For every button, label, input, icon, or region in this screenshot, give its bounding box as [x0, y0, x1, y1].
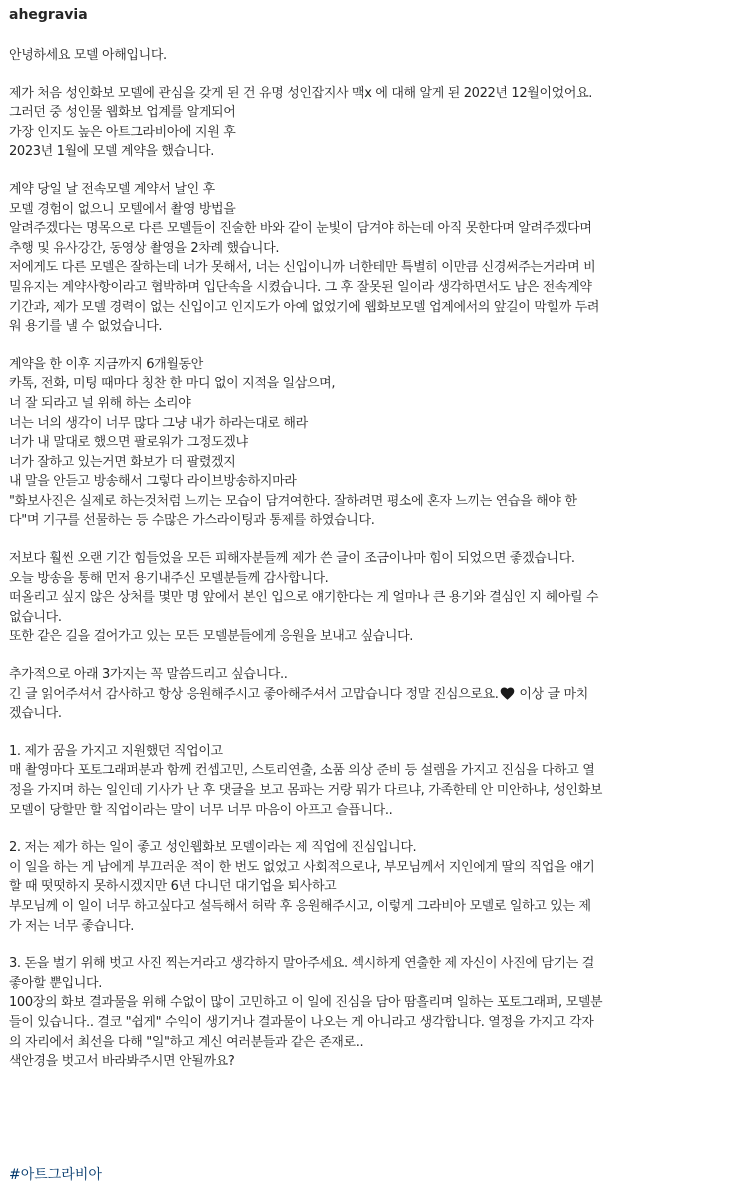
text-line: 겠습니다. [9, 706, 62, 722]
text-line: 추행 및 유사강간, 동영상 촬영을 2차례 했습니다. [9, 240, 280, 256]
text-line: 너가 잘하고 있는거면 화보가 더 팔렸겠지 [9, 454, 236, 470]
text-line: 부모님께 이 일이 너무 하고싶다고 설득해서 허락 후 응원해주시고, 이렇게 그라비아 모델로 일하고 있는 제 [9, 898, 591, 914]
text-line: 너가 내 말대로 했으면 팔로워가 그정도겠냐 [9, 435, 248, 451]
text-line: 밀유지는 계약사항이라고 협박하며 입단속을 시켰습니다. 그 후 잘못된 일이라 생각하면서도 남은 전속계약 [9, 279, 592, 295]
text-line: 또한 같은 길을 걸어가고 있는 모든 모델분들에게 응원을 보내고 싶습니다. [9, 629, 414, 645]
text-line: 모델 경험이 없으니 모텔에서 촬영 방법을 [9, 201, 236, 217]
text-line: 색안경을 벗고서 바라봐주시면 안될까요? [9, 1054, 235, 1070]
text-line: 가 저는 너무 좋습니다. [9, 918, 135, 934]
text-line: 2023년 1월에 모델 계약을 했습니다. [9, 144, 215, 160]
text-line: "화보사진은 실제로 하는것처럼 느끼는 모습이 담겨여한다. 잘하려면 평소에 혼자 느끼는 연습을 해야 한 [9, 493, 577, 509]
paragraph-point-2 [9, 838, 739, 936]
text-line: 1. 제가 꿈을 가지고 지원했던 직업이고 [9, 743, 223, 759]
paragraph-support [9, 549, 739, 647]
post-caption [9, 46, 739, 1072]
text-line: 매 촬영마다 포토그래퍼분과 함께 컨셉고민, 스토리연출, 소품 의상 준비 등 설렘을 가지고 진심을 다하고 열 [9, 763, 595, 779]
text-line: 계약을 한 이후 지금까지 6개월동안 [9, 356, 203, 372]
text-line: 할 때 떳떳하지 못하시겠지만 6년 다니던 대기업을 퇴사하고 [9, 879, 337, 895]
text-line: 추가적으로 아래 3가지는 꼭 말씀드리고 싶습니다.. [9, 667, 288, 683]
text-line: 기간과, 제가 모델 경력이 없는 신입이고 인지도가 아예 없었기에 웹화보모델 업계에서의 앞길이 막힐까 두려 [9, 299, 600, 315]
text-line: 계약 당일 날 전속모델 계약서 날인 후 [9, 181, 215, 197]
text-line: 없습니다. [9, 609, 62, 625]
text-line: 의 자리에서 최선을 다해 "일"하고 계신 여러분들과 같은 존재로.. [9, 1034, 364, 1050]
text-segment: 이상 글 마치 [515, 686, 588, 702]
paragraph-background [9, 84, 739, 162]
hashtag-link[interactable]: #아트그라비아 [9, 1167, 102, 1183]
text-line: 제가 처음 성인화보 모델에 관심을 갖게 된 건 유명 성인잡지사 맥x 에 대해 알게 된 2022년 12월이었어요. [9, 85, 593, 101]
text-line: 100장의 화보 결과물을 위해 수없이 많이 고민하고 이 일에 진심을 담아 땀흘리며 일하는 포토그래퍼, 모델분 [9, 995, 603, 1011]
text-segment: 긴 글 읽어주셔서 감사하고 항상 응원해주시고 좋아해주셔서 고맙습니다 정말 진심으로요. [9, 686, 499, 702]
username[interactable]: ahegravia [9, 7, 88, 23]
text-line: 오늘 방송을 통해 먼저 용기내주신 모델분들께 감사합니다. [9, 570, 329, 586]
text-line: 안녕하세요 모델 아해입니다. [9, 48, 167, 63]
text-line: 너는 너의 생각이 너무 많다 그냥 내가 하라는대로 해라 [9, 415, 308, 431]
text-line: 정을 가지며 하는 일인데 기사가 난 후 댓글을 보고 몸파는 거랑 뭐가 다르냐, 가족한테 안 미안하냐, 성인화보 [9, 783, 603, 798]
text-line: 가장 인지도 높은 아트그라비아에 지원 후 [9, 124, 236, 140]
text-line: 2. 저는 제가 하는 일이 좋고 성인웹화보 모델이라는 제 직업에 진심입니다. [9, 840, 417, 856]
text-line: 3. 돈을 벌기 위해 벗고 사진 찍는거라고 생각하지 말아주세요. 섹시하게 연출한 제 자신이 사진에 담기는 걸 [9, 956, 594, 972]
text-line: 떠올리고 싶지 않은 상처를 몇만 명 앞에서 본인 입으로 얘기한다는 게 얼마나 큰 용기와 결심인 지 헤아릴 수 [9, 590, 599, 606]
text-line: 이 일을 하는 게 남에게 부끄러운 적이 한 번도 없었고 사회적으로나, 부모님께서 지인에게 딸의 직업을 얘기 [9, 859, 595, 875]
text-line: 워 용기를 낼 수 없었습니다. [9, 319, 163, 335]
black-heart-icon [500, 687, 515, 700]
text-line: 저보다 훨씬 오랜 기간 힘들었을 모든 피해자분들께 제가 쓴 글이 조금이나마 힘이 되었으면 좋겠습니다. [9, 551, 575, 567]
text-line: 그러던 중 성인물 웹화보 업계를 알게되어 [9, 105, 236, 121]
text-line: 다"며 기구를 선물하는 등 수많은 가스라이팅과 통제를 하였습니다. [9, 513, 375, 529]
paragraph-closing [9, 665, 739, 724]
paragraph-contract [9, 180, 739, 337]
text-line: 너 잘 되라고 널 위해 하는 소리야 [9, 395, 191, 411]
text-line: 모델이 당할만 할 직업이라는 말이 너무 너무 마음이 아프고 슬픕니다.. [9, 802, 393, 818]
paragraph-point-3 [9, 954, 739, 1072]
paragraph-greeting [9, 46, 739, 66]
paragraph-point-1 [9, 742, 739, 820]
text-line: 저에게도 다른 모델은 잘하는데 너가 못해서, 너는 신입이니까 너한테만 특별히 이만큼 신경써주는거라며 비 [9, 260, 596, 276]
paragraph-six-months [9, 355, 739, 531]
text-line: 들이 있습니다.. 결코 "쉽게" 수익이 생기거나 결과물이 나오는 게 아니라고 생각합니다. 열정을 가지고 각자 [9, 1014, 594, 1030]
text-line: 카톡, 전화, 미팅 때마다 칭찬 한 마디 없이 지적을 일삼으며, [9, 376, 336, 392]
text-line: 내 말을 안듣고 방송해서 그렇다 라이브방송하지마라 [9, 474, 297, 490]
text-line: 알려주겠다는 명목으로 다른 모델들이 진술한 바와 같이 눈빛이 담겨야 하는데 아직 못한다며 알려주겠다며 [9, 221, 592, 237]
text-line: 좋아할 뿐입니다. [9, 975, 103, 991]
text-line [9, 685, 739, 705]
